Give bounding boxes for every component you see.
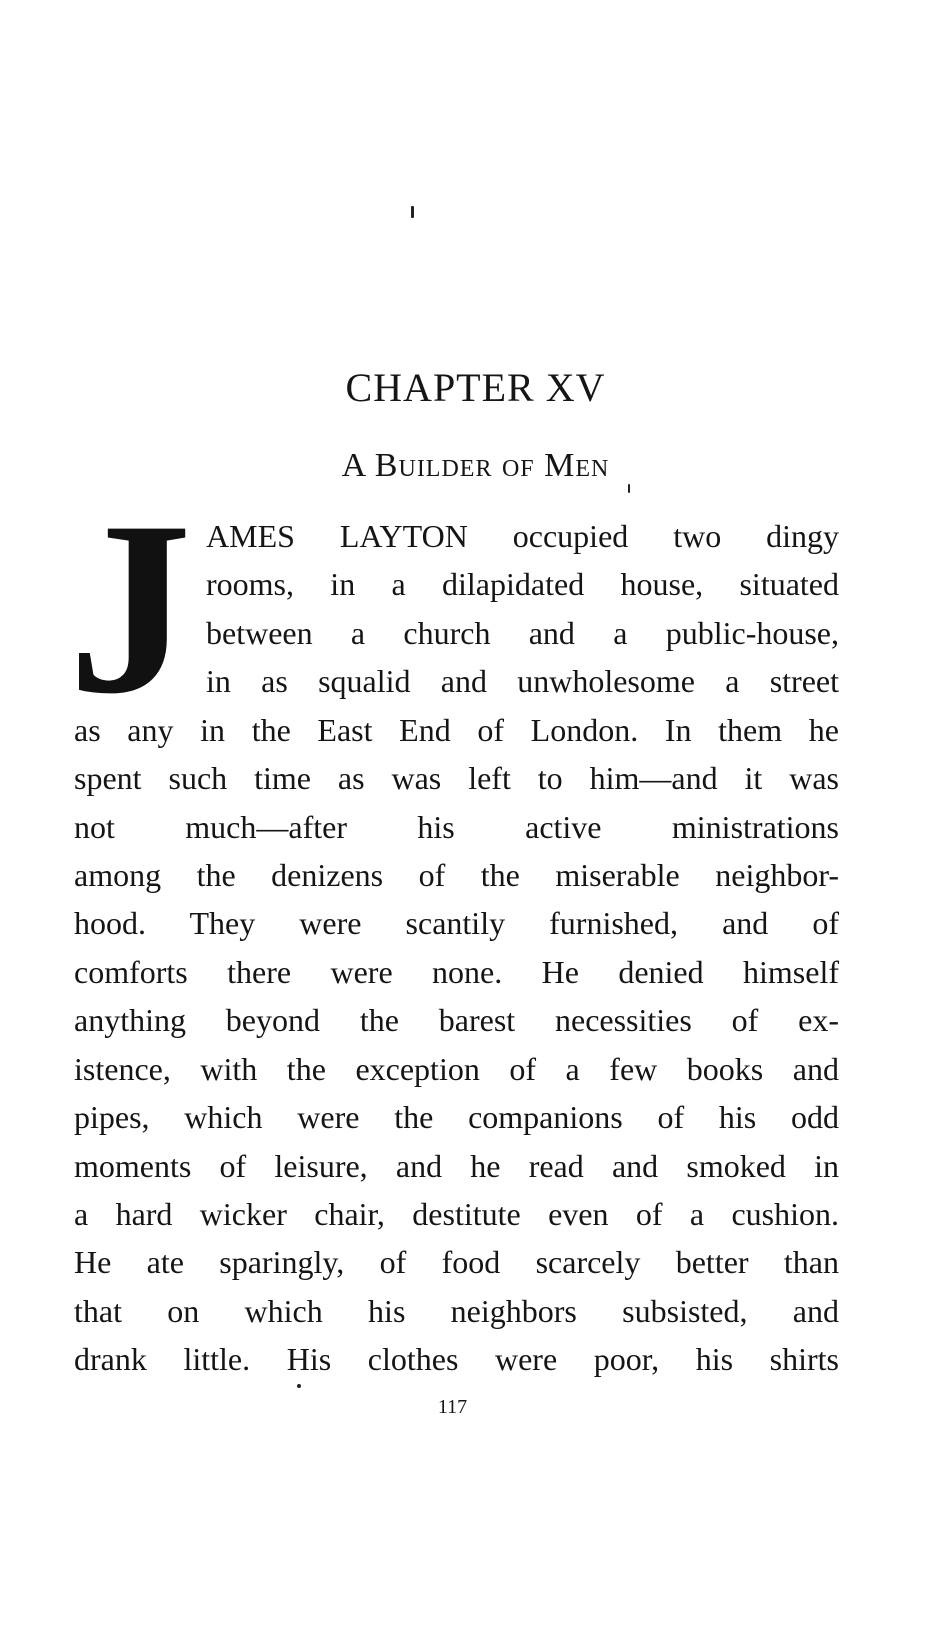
scan-speck-mark (297, 1384, 301, 1388)
text-line: that on which his neighbors subsisted, and (74, 1293, 839, 1329)
text-line: between a church and a public-house, (206, 615, 839, 651)
chapter-subtitle: A Builder of Men (341, 447, 610, 484)
text-line: comforts there were none. He denied himself (74, 954, 839, 990)
text-line last-line: drank little. His clothes were poor, his shirts (74, 1341, 839, 1377)
text-line: AMES LAYTON occupied two dingy (206, 518, 839, 554)
chapter-heading: CHAPTER XV (345, 365, 606, 410)
text-line: hood. They were scantily furnished, and of (74, 905, 839, 941)
text-line: He ate sparingly, of food scarcely better than (74, 1244, 839, 1280)
text-line: istence, with the exception of a few books and (74, 1051, 839, 1087)
drop-cap-letter: J (68, 470, 192, 745)
text-line: as any in the East End of London. In them he (74, 712, 839, 748)
text-line: among the denizens of the miserable neighbor- (74, 857, 839, 893)
text-line: moments of leisure, and he read and smoked in (74, 1148, 839, 1184)
text-line: anything beyond the barest necessities of ex- (74, 1002, 839, 1038)
page-number: 117 (437, 1396, 468, 1418)
text-line: rooms, in a dilapidated house, situated (206, 566, 839, 602)
text-line: spent such time as was left to him—and it was (74, 760, 839, 796)
text-line: pipes, which were the companions of his odd (74, 1099, 839, 1135)
text-line: not much—after his active ministrations (74, 809, 839, 845)
text-line: a hard wicker chair, destitute even of a cushion. (74, 1196, 839, 1232)
scan-speck-mark (411, 206, 414, 218)
text-line: in as squalid and unwholesome a street (206, 663, 839, 699)
